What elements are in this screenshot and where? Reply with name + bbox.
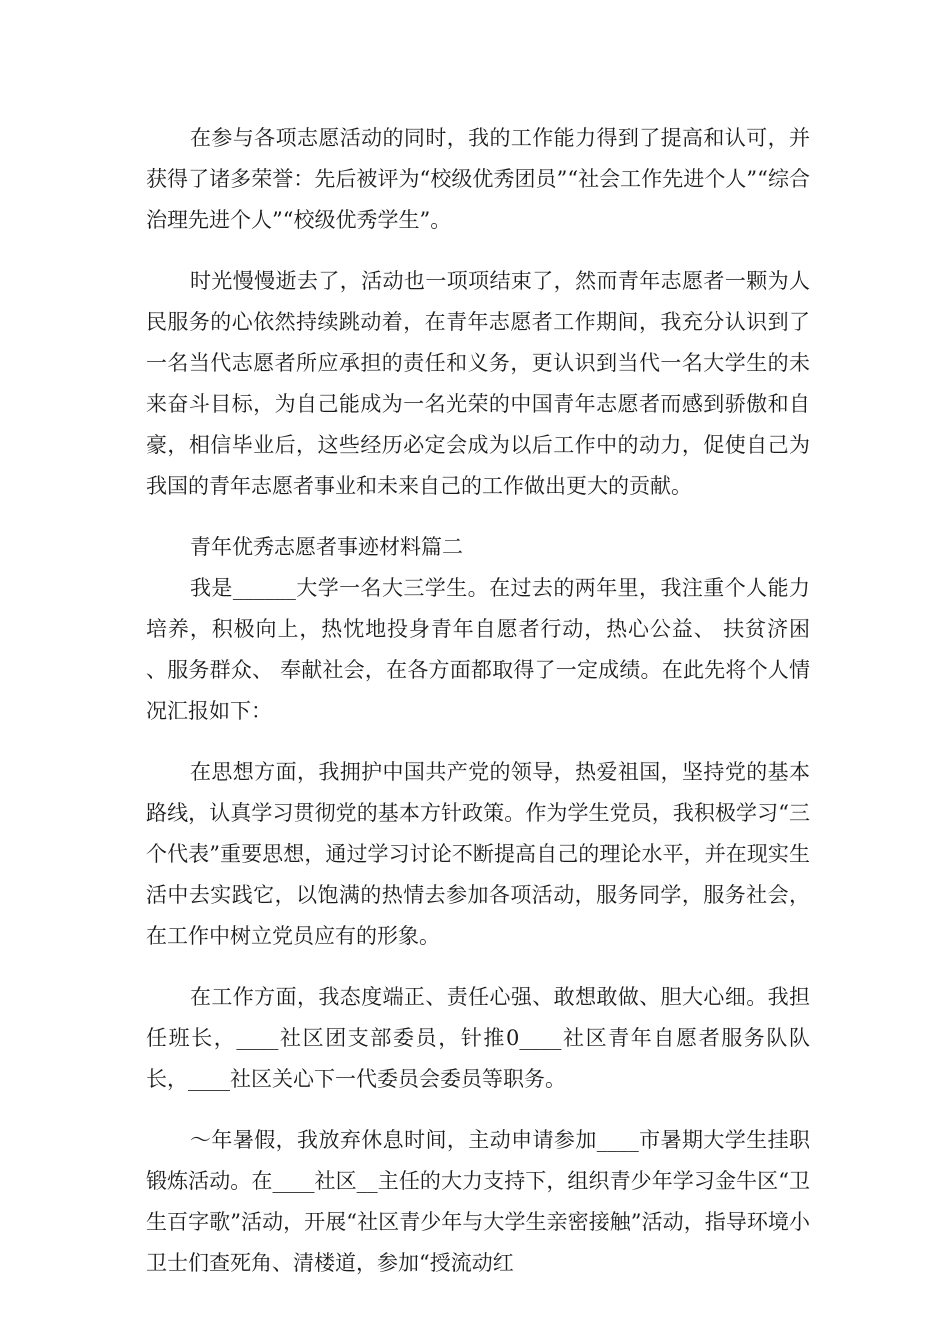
paragraph-summer: ～年暑假，我放弃休息时间，主动申请参加____市暑期大学生挂职锻炼活动。在____社区__主任的大力支持下，组织青少年学习金牛区“卫生百字歌”活动，开展“社区青少年与大学生亲密接触”活动，指导环境小卫士们查死角、清楼道，参加“授流动红 — [146, 1128, 810, 1275]
section-title: 青年优秀志愿者事迹材料篇二 — [190, 535, 463, 559]
document-body — [146, 118, 810, 1284]
paragraph-work: 在工作方面，我态度端正、责任心强、敢想敢做、胆大心细。我担任班长，____社区团支部委员，针推0____社区青年自愿者服务队队长，____社区关心下一代委员会委员等职务。 — [146, 985, 810, 1091]
paragraph-ideology: 在思想方面，我拥护中国共产党的领导，热爱祖国，坚持党的基本路线，认真学习贯彻党的基本方针政策。作为学生党员，我积极学习“三个代表”重要思想，通过学习讨论不断提高自己的理论水平，并在现实生活中去实践它，以饱满的热情去参加各项活动，服务同学，服务社会，在工作中树立党员应有的形象。 — [146, 760, 810, 948]
paragraph-intro: 我是______大学一名大三学生。在过去的两年里，我注重个人能力培养，积极向上，热忱地投身青年自愿者行动，热心公益、 扶贫济困 、服务群众、 奉献社会，在各方面都取得了一定成绩。在此先将个人情况汇报如下： — [146, 576, 810, 723]
paragraph-reflection: 时光慢慢逝去了，活动也一项项结束了，然而青年志愿者一颗为人民服务的心依然持续跳动着，在青年志愿者工作期间，我充分认识到了一名当代志愿者所应承担的责任和义务，更认识到当代一名大学生的未来奋斗目标，为自己能成为一名光荣的中国青年志愿者而感到骄傲和自豪，相信毕业后，这些经历必定会成为以后工作中的动力，促使自己为我国的青年志愿者事业和未来自己的工作做出更大的贡献。 — [146, 269, 810, 498]
paragraph-honors: 在参与各项志愿活动的同时，我的工作能力得到了提高和认可，并获得了诸多荣誉：先后被评为“校级优秀团员”“社会工作先进个人”“综合治理先进个人”“校级优秀学生”。 — [146, 126, 810, 232]
